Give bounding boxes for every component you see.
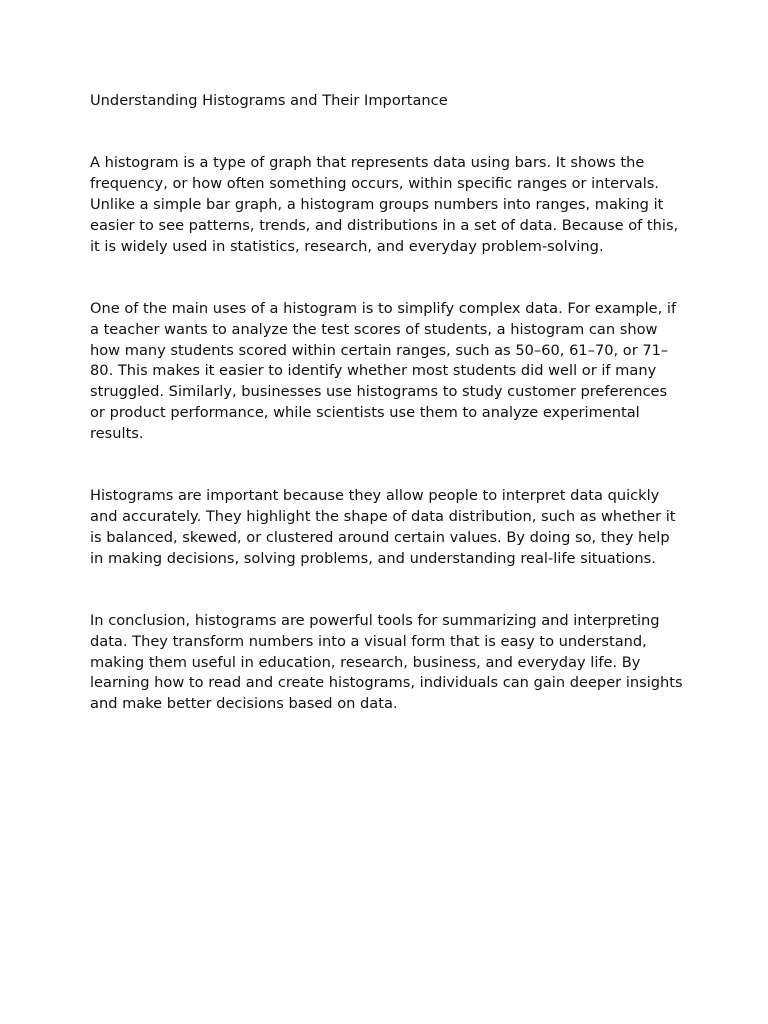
document-body — [90, 91, 684, 715]
paragraph-uses: One of the main uses of a histogram is to simplify complex data. For example, if a teacher wants to analyze the test scores of students, a histogram can show how many students scored within certain ranges, such as 50–60, 61–70, or 71–80. This makes it easier to identify whether most students did well or if many struggled. Similarly, businesses use histograms to study customer preferences or product performance, while scientists use them to analyze experimental results. — [90, 299, 677, 442]
document-title: Understanding Histograms and Their Importance — [90, 92, 448, 109]
paragraph-conclusion: In conclusion, histograms are powerful tools for summarizing and interpreting data. They transform numbers into a visual form that is easy to understand, making them useful in education, research, business, and everyday life. By learning how to read and create histograms, individuals can gain deeper insights and make better decisions based on data. — [90, 611, 683, 713]
paragraph-definition: A histogram is a type of graph that represents data using bars. It shows the frequency, or how often something occurs, within specific ranges or intervals. Unlike a simple bar graph, a histogram groups numbers into ranges, making it easier to see patterns, trends, and distributions in a set of data. Because of this, it is widely used in statistics, research, and everyday problem-solving. — [90, 154, 679, 255]
paragraph-importance: Histograms are important because they allow people to interpret data quickly and accurately. They highlight the shape of data distribution, such as whether it is balanced, skewed, or clustered around certain values. By doing so, they help in making decisions, solving problems, and understanding real-life situations. — [90, 487, 676, 567]
